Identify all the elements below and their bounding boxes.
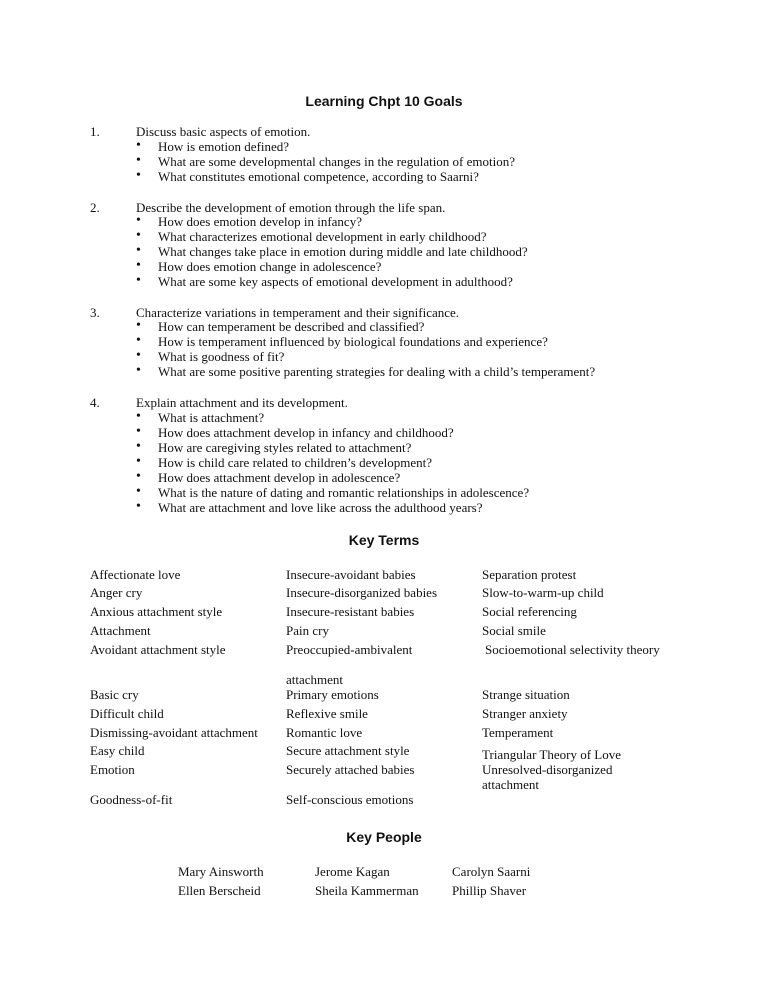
bullet-icon: • (136, 318, 141, 333)
bullet-icon: • (136, 228, 141, 243)
key-term: Social smile (482, 623, 546, 638)
key-person: Mary Ainsworth (178, 864, 264, 879)
goal-number: 1. (90, 124, 100, 139)
key-term: Pain cry (286, 623, 329, 638)
key-term: Secure attachment style (286, 743, 410, 758)
key-term: Separation protest (482, 567, 577, 582)
key-term: Temperament (482, 725, 554, 740)
key-term: Basic cry (90, 687, 139, 702)
key-term: Insecure-avoidant babies (286, 567, 416, 582)
key-term: Insecure-disorganized babies (286, 585, 438, 600)
bullet-icon: • (136, 258, 141, 273)
key-term: Avoidant attachment style (90, 642, 226, 657)
bullet-icon: • (136, 333, 141, 348)
key-term: attachment (286, 672, 344, 687)
key-term: Slow-to-warm-up child (482, 585, 604, 600)
key-term: Goodness-of-fit (90, 792, 173, 807)
key-term: Anger cry (90, 585, 143, 600)
key-person: Carolyn Saarni (452, 864, 531, 879)
goal-title: Characterize variations in temperament and their significance. (136, 305, 460, 320)
key-term: Affectionate love (90, 567, 181, 582)
key-term: Dismissing-avoidant attachment (90, 725, 258, 740)
bullet-icon: • (136, 499, 141, 514)
bullet-icon: • (136, 243, 141, 258)
bullet-icon: • (136, 153, 141, 168)
bullet-icon: • (136, 273, 141, 288)
key-term: Primary emotions (286, 687, 379, 702)
goal-title: Explain attachment and its development. (136, 395, 348, 410)
key-term: Stranger anxiety (482, 706, 568, 721)
bullet-icon: • (136, 454, 141, 469)
bullet-icon: • (136, 213, 141, 228)
key-term: Easy child (90, 743, 145, 758)
key-person: Sheila Kammerman (315, 883, 419, 898)
key-terms-heading: Key Terms (348, 532, 420, 548)
bullet-icon: • (136, 469, 141, 484)
key-person: Ellen Berscheid (178, 883, 261, 898)
bullet-icon: • (136, 439, 141, 454)
goal-number: 4. (90, 395, 100, 410)
goal-title: Describe the development of emotion through the life span. (136, 200, 446, 215)
key-term: Strange situation (482, 687, 570, 702)
bullet-icon: • (136, 484, 141, 499)
bullet-icon: • (136, 348, 141, 363)
key-term: Socioemotional selectivity theory (485, 642, 660, 657)
key-term: Anxious attachment style (90, 604, 223, 619)
bullet-icon: • (136, 363, 141, 378)
key-term: Self-conscious emotions (286, 792, 414, 807)
key-people-heading: Key People (346, 829, 422, 845)
key-term: Securely attached babies (286, 762, 415, 777)
key-term: attachment (482, 777, 540, 792)
key-term: Insecure-resistant babies (286, 604, 415, 619)
key-term: Triangular Theory of Love (482, 747, 622, 762)
key-person: Phillip Shaver (452, 883, 527, 898)
goal-title: Discuss basic aspects of emotion. (136, 124, 311, 139)
bullet-icon: • (136, 409, 141, 424)
goal-number: 3. (90, 305, 100, 320)
key-person: Jerome Kagan (315, 864, 390, 879)
bullet-icon: • (136, 138, 141, 153)
page-title: Learning Chpt 10 Goals (305, 93, 463, 109)
bullet-icon: • (136, 168, 141, 183)
key-term: Preoccupied-ambivalent (286, 642, 413, 657)
key-term: Romantic love (286, 725, 363, 740)
key-term: Attachment (90, 623, 151, 638)
key-term: Emotion (90, 762, 135, 777)
key-term: Social referencing (482, 604, 577, 619)
goal-number: 2. (90, 200, 100, 215)
key-term: Reflexive smile (286, 706, 368, 721)
bullet-icon: • (136, 424, 141, 439)
key-term: Difficult child (90, 706, 164, 721)
key-term: Unresolved-disorganized (482, 762, 613, 777)
